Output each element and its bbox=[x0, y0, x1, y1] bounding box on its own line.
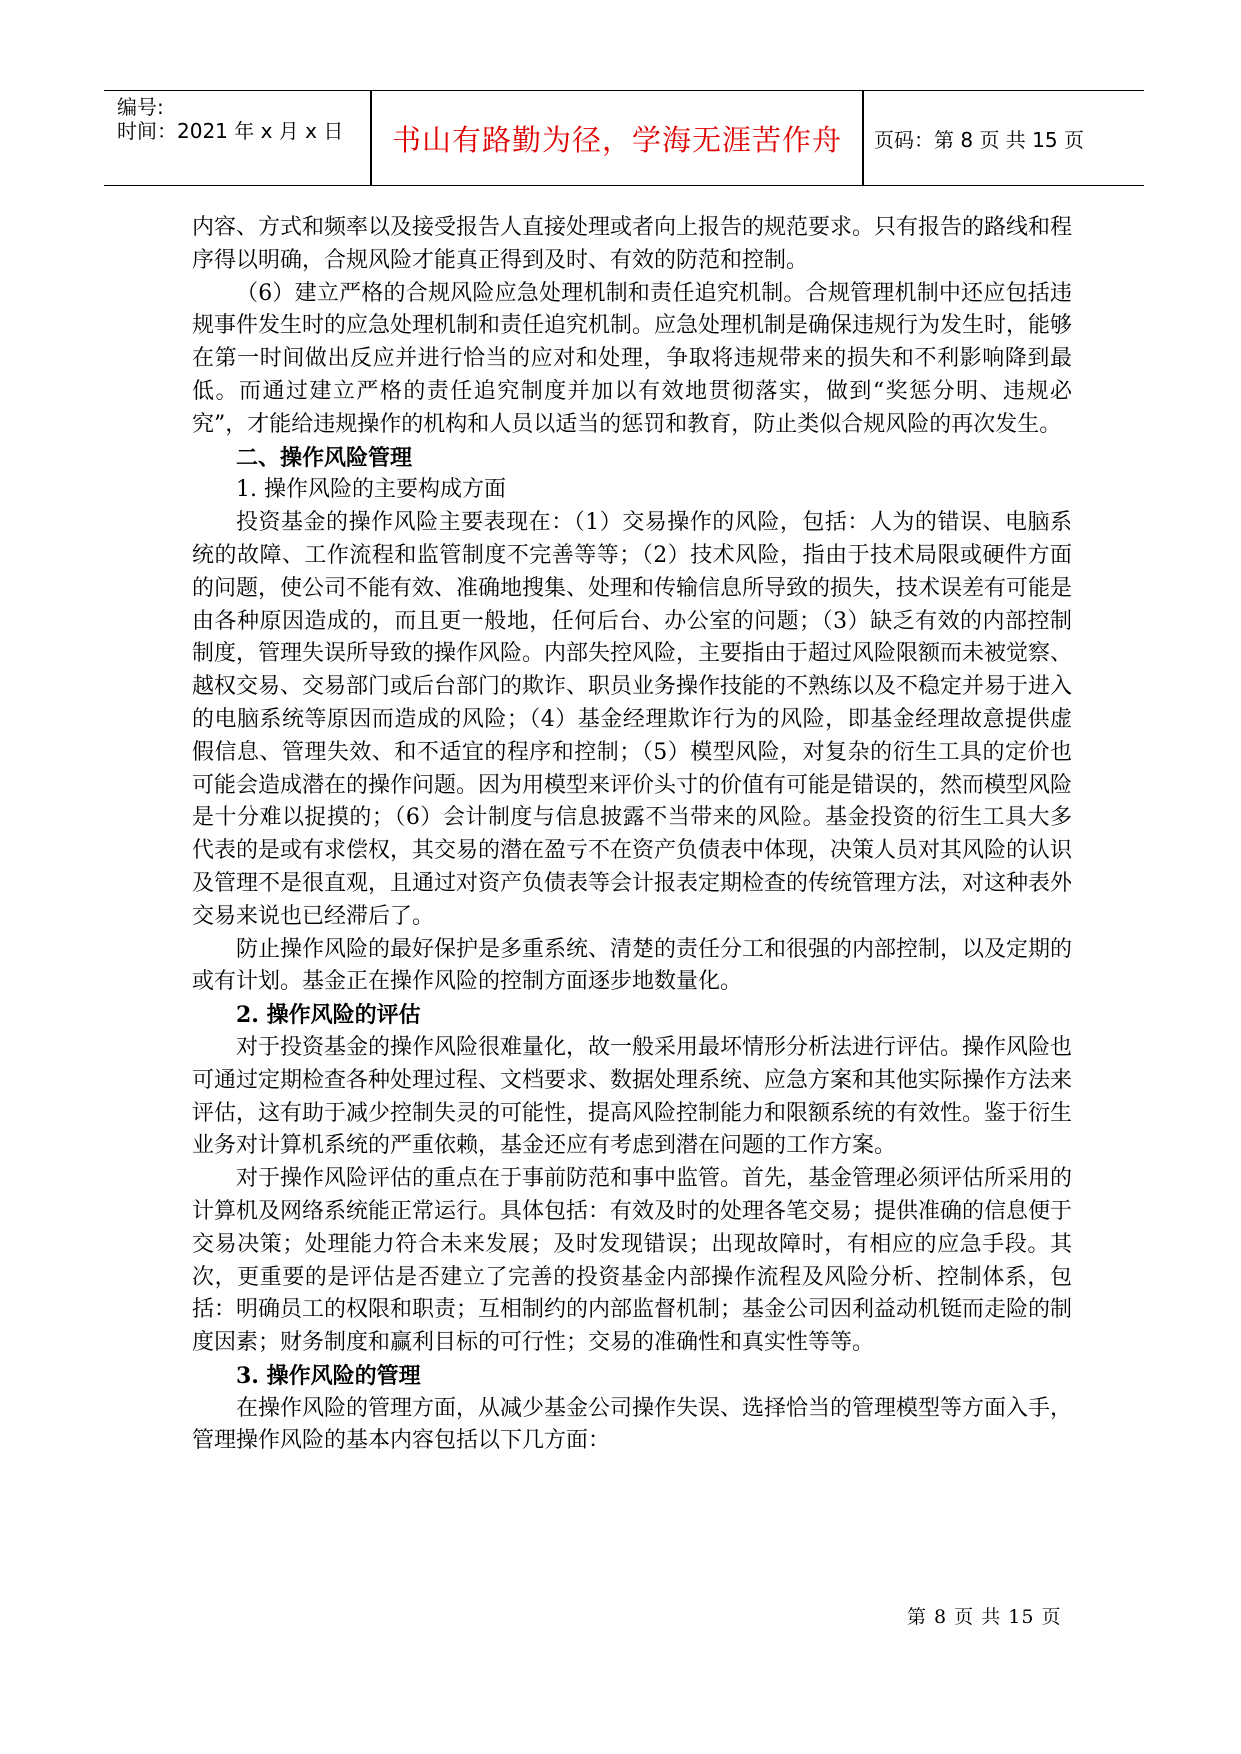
paragraph-risk-assessment: 对于投资基金的操作风险很难量化，故一般采用最坏情形分析法进行评估。操作风险也可通过定期检查各种处理过程、文档要求、数据处理系统、应急方案和其他实际操作方法来评估，这有助于减少控制失灵的可能性，提高风险控制能力和限额系统的有效性。鉴于衍生业务对计算机系统的严重依赖，基金还应有考虑到潜在问题的工作方案。 bbox=[192, 1034, 1073, 1159]
header-motto: 书山有路勤为径，学海无涯苦作舟 bbox=[391, 122, 842, 157]
document-number-label: 编号: bbox=[117, 95, 164, 119]
header-page-info: 页码：第 8 页 共 15 页 bbox=[874, 127, 1084, 152]
subheading-risk-assessment: 2. 操作风险的评估 bbox=[236, 1002, 421, 1029]
header-page-cell bbox=[874, 91, 1144, 185]
paragraph-assessment-focus: 对于操作风险评估的重点在于事前防范和事中监管。首先，基金管理必须评估所采用的计算机及网络系统能正常运行。具体包括：有效及时的处理各笔交易；提供准确的信息便于交易决策；处理能力符合未来发展；及时发现错误；出现故障时，有相应的应急手段。其次，更重要的是评估是否建立了完善的投资基金内部操作流程及风险分析、控制体系，包括：明确员工的权限和职责；互相制约的内部监督机制；基金公司因利益动机铤而走险的制度因素；财务制度和赢利目标的可行性；交易的准确性和真实性等等。 bbox=[192, 1166, 1073, 1356]
header-motto-cell bbox=[372, 91, 862, 185]
paragraph-continuation: 内容、方式和频率以及接受报告人直接处理或者向上报告的规范要求。只有报告的路线和程序得以明确，合规风险才能真正得到及时、有效的防范和控制。 bbox=[192, 215, 1073, 273]
page-header bbox=[104, 90, 1144, 186]
subheading-risk-components: 1. 操作风险的主要构成方面 bbox=[236, 477, 506, 503]
header-divider-right bbox=[862, 91, 864, 185]
paragraph-compliance-emergency: （6）建立严格的合规风险应急处理机制和责任追究机制。合规管理机制中还应包括违规事件发生时的应急处理机制和责任追究机制。应急处理机制是确保违规行为发生时，能够在第一时间做出反应并进行恰当的应对和处理，争取将违规带来的损失和不利影响降到最低。而通过建立严格的责任追究制度并加以有效地贯彻落实，做到“奖惩分明、违规必究”，才能给违规操作的机构和人员以适当的惩罚和教育，防止类似合规风险的再次发生。 bbox=[192, 280, 1073, 437]
page-footer: 第 8 页 共 15 页 bbox=[907, 1606, 1062, 1628]
subheading-risk-management: 3. 操作风险的管理 bbox=[236, 1362, 421, 1389]
section-heading-operational-risk: 二、操作风险管理 bbox=[236, 444, 413, 471]
document-body bbox=[192, 212, 1072, 1458]
paragraph-risk-management: 在操作风险的管理方面，从减少基金公司操作失误、选择恰当的管理模型等方面入手，管理操作风险的基本内容包括以下几方面： bbox=[192, 1395, 1073, 1454]
header-meta bbox=[104, 91, 370, 185]
paragraph-risk-prevention: 防止操作风险的最好保护是多重系统、清楚的责任分工和很强的内部控制，以及定期的或有计划。基金正在操作风险的控制方面逐步地数量化。 bbox=[192, 936, 1073, 995]
paragraph-risk-components: 投资基金的操作风险主要表现在：（1）交易操作的风险，包括：人为的错误、电脑系统的故障、工作流程和监管制度不完善等等；（2）技术风险，指由于技术局限或硬件方面的问题，使公司不能有效、准确地搜集、处理和传输信息所导致的损失，技术误差有可能是由各种原因造成的，而且更一般地，任何后台、办公室的问题；（3）缺乏有效的内部控制制度，管理失误所导致的操作风险。内部失控风险，主要指由于超过风险限额而未被觉察、越权交易、交易部门或后台部门的欺诈、职员业务操作技能的不熟练以及不稳定并易于进入的电脑系统等原因而造成的风险；（4）基金经理欺诈行为的风险，即基金经理故意提供虚假信息、管理失效、和不适宜的程序和控制；（5）模型风险，对复杂的衍生工具的定价也可能会造成潜在的操作问题。因为用模型来评价头寸的价值有可能是错误的，然而模型风险是十分难以捉摸的；（6）会计制度与信息披露不当带来的风险。基金投资的衍生工具大多代表的是或有求偿权，其交易的潜在盈亏不在资产负债表中体现，决策人员对其风险的认识及管理不是很直观，且通过对资产负债表等会计报表定期检查的传统管理方法，对这种表外交易来说也已经滞后了。 bbox=[192, 510, 1073, 929]
document-time-label: 时间：2021 年 x 月 x 日 bbox=[117, 119, 344, 143]
